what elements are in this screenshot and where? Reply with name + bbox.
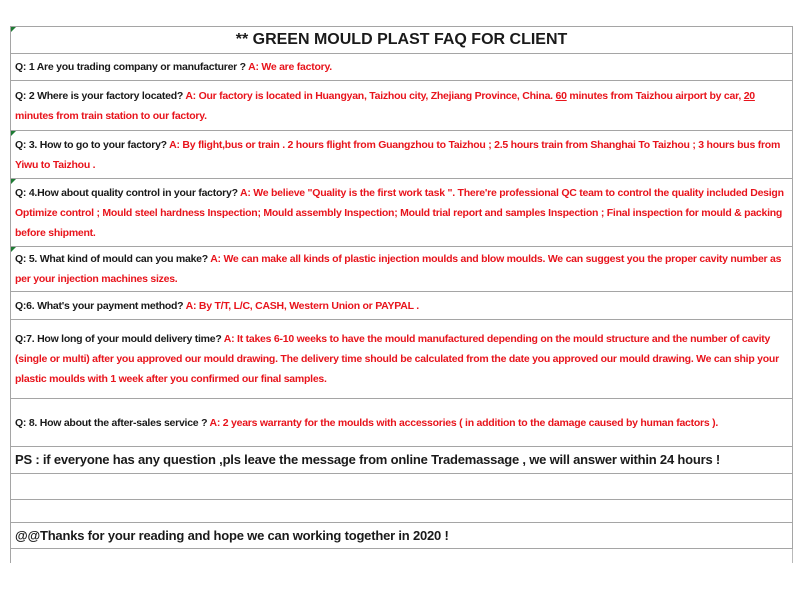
answer-text: A: By T/T, L/C, CASH, Western Union or PAYPAL . [185, 299, 419, 312]
ps-note-row [10, 446, 793, 474]
empty-row [10, 473, 793, 500]
ps-note-text: PS : if everyone has any question ,pls leave the message from online Trademassage , we will answer within 24 hours ! [15, 452, 721, 467]
cell-comment-marker-icon [11, 247, 16, 252]
question-text: Q: 2 Where is your factory located? [15, 89, 186, 102]
answer-text: A: We can make all kinds of plastic injection moulds and blow moulds. We can suggest you the proper cavity number as per your injection machines sizes. [15, 253, 782, 285]
answer-text: A: It takes 6-10 weeks to have the mould manufactured depending on the mould structure and the number of cavity (single or multi) after you approved our mould drawing. The delivery time should be calculated from the date you approved our mould drawing. We can ship your plastic moulds with 1 week after you confirmed our final samples. [15, 333, 779, 385]
faq-row-2 [10, 80, 793, 131]
answer-text: A: We are factory. [248, 61, 332, 73]
thanks-note-row [10, 522, 793, 549]
question-text: Q:6. What's your payment method? [15, 299, 186, 312]
empty-row [10, 499, 793, 523]
cell-comment-marker-icon [11, 131, 16, 136]
question-text: Q: 4.How about quality control in your factory? [15, 186, 241, 199]
question-text: Q: 5. What kind of mould can you make? [15, 253, 211, 265]
question-text: Q: 8. How about the after-sales service ? [15, 416, 210, 429]
question-text: Q:7. How long of your mould delivery time? [15, 333, 224, 345]
page-title: ** GREEN MOULD PLAST FAQ FOR CLIENT [235, 31, 568, 48]
faq-row-7 [10, 319, 793, 399]
cell-comment-marker-icon [11, 179, 16, 184]
thanks-note-text: @@Thanks for your reading and hope we can working together in 2020 ! [15, 527, 449, 543]
faq-row-8 [10, 398, 793, 447]
faq-row-6 [10, 291, 793, 320]
question-text: Q: 1 Are you trading company or manufacturer ? [15, 61, 249, 73]
answer-text: A: By flight,bus or train . 2 hours flight from Guangzhou to Taizhou ; 2.5 hours train from Shanghai To Taizhou ; 3 hours bus from Yiwu to Taizhou . [15, 138, 781, 171]
faq-row-1 [10, 53, 793, 81]
cell-comment-marker-icon [11, 27, 16, 32]
answer-text: A: We believe "Quality is the first work task ". There're professional QC team to control the quality included Design Optimize control ; Mould steel hardness Inspection; Mould assembly Inspection; Mould trial report and samples Inspection ; Final inspection for mould & packing before shipment. [15, 186, 784, 239]
partial-row-stub [10, 548, 793, 563]
question-text: Q: 3. How to go to your factory? [15, 138, 170, 151]
faq-row-3 [10, 130, 793, 179]
answer-text: A: Our factory is located in Huangyan, Taizhou city, Zhejiang Province, China. 60 minutes from Taizhou airport by car, 20 minutes from train station to our factory. [15, 89, 755, 122]
faq-title-row [10, 26, 793, 54]
answer-text: A: 2 years warranty for the moulds with accessories ( in addition to the damage caused by human factors ). [209, 416, 719, 429]
faq-sheet [10, 26, 793, 563]
faq-row-4 [10, 178, 793, 247]
faq-row-5 [10, 246, 793, 292]
